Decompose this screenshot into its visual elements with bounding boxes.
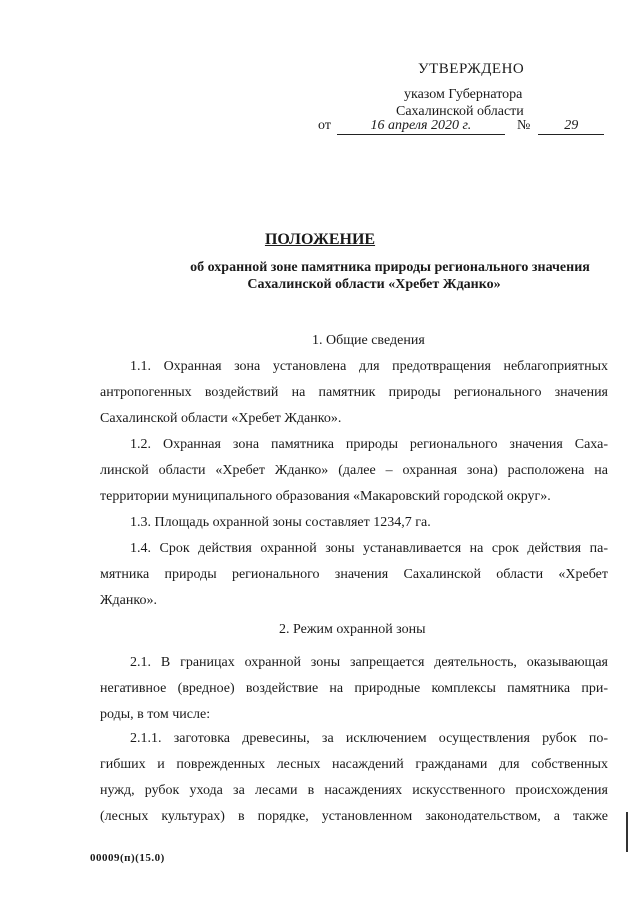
paragraph-1-4 (100, 536, 608, 614)
document-title: ПОЛОЖЕНИЕ (264, 231, 376, 248)
text-line: 2.1. В границах охранной зоны запрещается деятельность, оказывающая (130, 655, 608, 670)
decree-date-line (318, 118, 604, 135)
text-line: 1.3. Площадь охранной зоны составляет 1234,7 га. (130, 515, 431, 530)
scan-edge-mark (626, 812, 628, 852)
text-line: линской области «Хребет Жданко» (далее – охранная зона) расположена на (100, 463, 608, 478)
paragraph-1-2 (100, 432, 608, 510)
document-subtitle-line-1: об охранной зоне памятника природы регионального значения (190, 260, 590, 275)
decree-line-2: Сахалинской области (396, 104, 524, 119)
form-code: 00009(п)(15.0) (90, 852, 165, 864)
text-line: 1.1. Охранная зона установлена для предотвращения неблагоприятных (130, 359, 608, 374)
text-line: 2.1.1. заготовка древесины, за исключением осуществления рубок по- (130, 731, 608, 746)
text-line: гибших и поврежденных лесных насаждений гражданами для собственных (100, 757, 608, 772)
decree-line-1: указом Губернатора (404, 87, 523, 102)
document-subtitle-line-2: Сахалинской области «Хребет Жданко» (247, 277, 501, 292)
paragraph-2-1-1 (100, 726, 608, 830)
decree-number: 29 (538, 118, 604, 135)
text-line: роды, в том числе: (100, 707, 211, 722)
text-line: (лесных культурах) в порядке, установленном законодательством, а также (100, 809, 608, 824)
approved-label: УТВЕРЖДЕНО (418, 61, 525, 77)
text-line: нужд, рубок ухода за лесами в насаждениях искусственного происхождения (100, 783, 608, 798)
section-1-heading: 1. Общие сведения (312, 333, 425, 348)
text-line: 1.4. Срок действия охранной зоны устанавливается на срок действия па- (130, 541, 608, 556)
text-line: мятника природы регионального значения Сахалинской области «Хребет (100, 567, 608, 582)
number-sign: № (516, 118, 531, 133)
decree-date: 16 апреля 2020 г. (337, 118, 505, 135)
date-prefix: от (318, 118, 331, 133)
paragraph-2-1 (100, 650, 608, 728)
section-2-heading: 2. Режим охранной зоны (279, 622, 426, 637)
text-line: Жданко». (100, 593, 157, 608)
paragraph-1-1 (100, 354, 608, 432)
text-line: негативное (вредное) воздействие на природные комплексы памятника при- (100, 681, 608, 696)
text-line: антропогенных воздействий на памятник природы регионального значения (100, 385, 608, 400)
paragraph-1-3 (100, 510, 608, 536)
text-line: 1.2. Охранная зона памятника природы регионального значения Саха- (130, 437, 608, 452)
text-line: территории муниципального образования «Макаровский городской округ». (100, 489, 551, 504)
text-line: Сахалинской области «Хребет Жданко». (100, 411, 342, 426)
